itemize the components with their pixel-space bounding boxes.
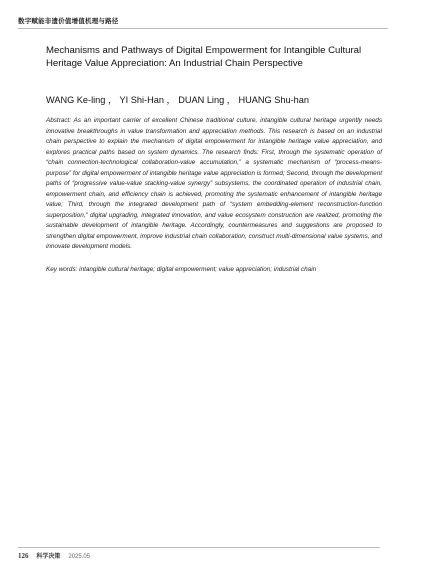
keywords-text: intangible cultural heritage; digital empowerment; value appreciation; industrial chain xyxy=(79,266,317,273)
issue-date: 2025.05 xyxy=(68,554,91,560)
abstract-text: As an important carrier of excellent Chinese traditional culture, intangible cultural heritage urgently needs innovative breakthroughs in value transformation and appreciation methods. This research is based on an industrial chain perspective to explain the mechanism of digital empowerment for intangible heritage value appreciation, and explores practical paths based on system dynamics. The research finds: First, through the systematic operation of “chain connection-technological collaboration-value accumulation,” a systematic mechanism of “process-means-purpose” for digital empowerment of intangible heritage value appreciation is formed; Second, through the development paths of “progressive value-value stacking-value synergy” subsystems, the coordinated operation of industrial chain, empowerment chain, and efficiency chain is achieved, promoting the systematic enhancement of intangible heritage value; Third, through the integrated development path of “system embedding-element reconstruction-function superposition,” digital upgrading, integrated innovation, and value ecosystem construction are realized, promoting the sustainable development of intangible heritage. Accordingly, countermeasures and suggestions are proposed to strengthen digital empowerment, improve industrial chain collaboration, construct multi-dimensional value systems, and innovate development models. xyxy=(46,117,382,250)
running-head: 数字赋能非遗价值增值机理与路径 xyxy=(18,17,119,25)
abstract xyxy=(46,116,382,253)
article-title: Mechanisms and Pathways of Digital Empowerment for Intangible Cultural Heritage Value Appreciation: An Industrial Chain Perspective xyxy=(46,45,362,69)
author-list: WANG Ke-ling ， YI Shi-Han ， DUAN Ling ， HUANG Shu-han xyxy=(46,95,309,105)
page-number: 126 xyxy=(18,552,29,560)
page-footer xyxy=(18,551,90,560)
keywords xyxy=(46,265,382,275)
footer-divider xyxy=(18,547,380,548)
keywords-label: Key words: xyxy=(46,266,78,273)
abstract-label: Abstract: xyxy=(46,117,72,124)
journal-name: 科学决策 xyxy=(36,553,61,560)
header-divider xyxy=(18,28,388,29)
